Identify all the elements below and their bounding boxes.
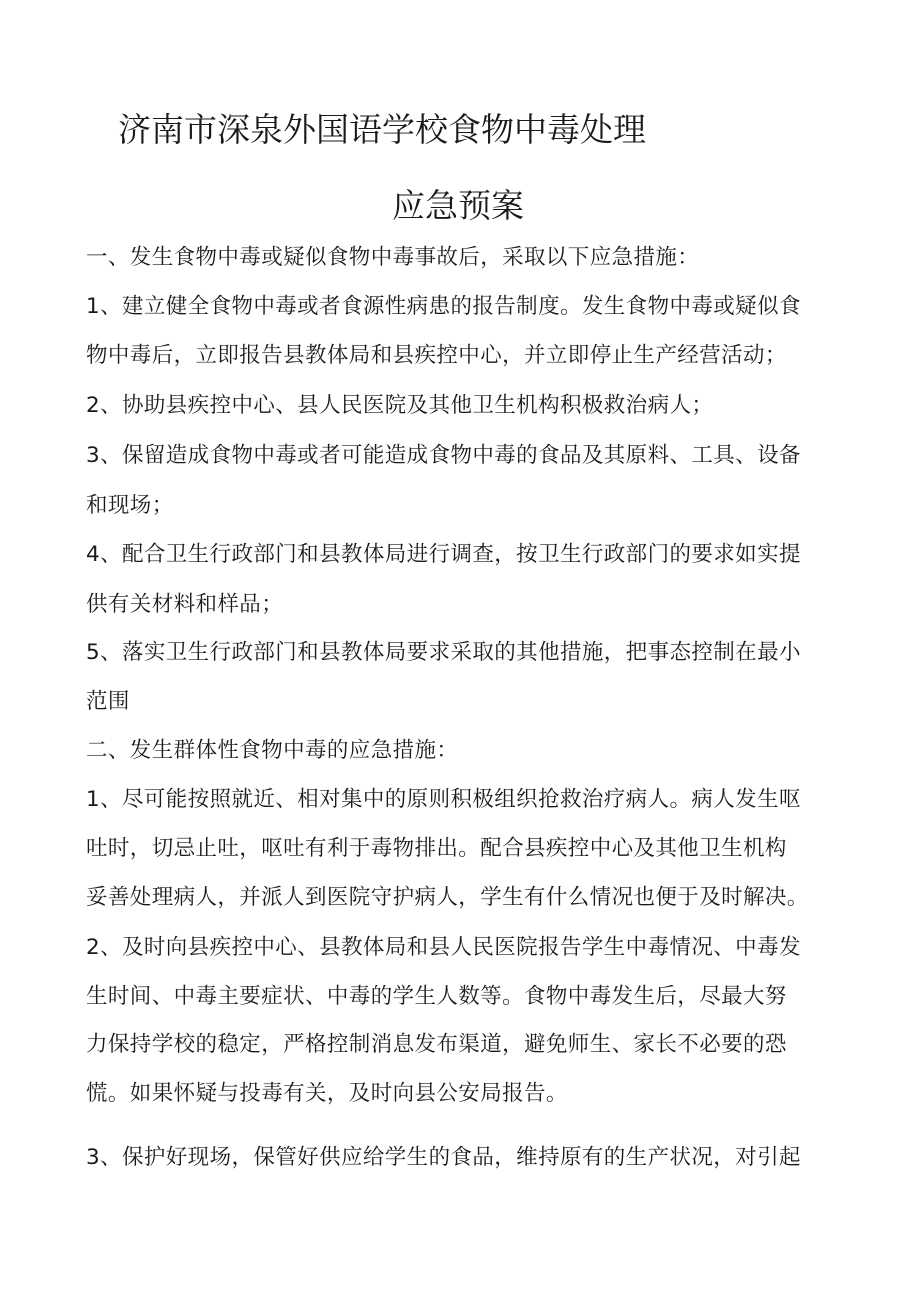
paragraph-line: 物中毒后，立即报告县教体局和县疾控中心，并立即停止生产经营活动； bbox=[86, 343, 787, 368]
paragraph-line: 范围 bbox=[86, 689, 130, 714]
paragraph-line: 供有关材料和样品； bbox=[86, 592, 284, 617]
paragraph-line: 吐时，切忌止吐，呕吐有利于毒物排出。配合县疾控中心及其他卫生机构 bbox=[86, 836, 787, 861]
paragraph-line: 2、协助县疾控中心、县人民医院及其他卫生机构积极救治病人； bbox=[86, 393, 714, 418]
section-heading-1: 一、发生食物中毒或疑似食物中毒事故后，采取以下应急措施： bbox=[86, 245, 700, 270]
paragraph-line: 力保持学校的稳定，严格控制消息发布渠道，避免师生、家长不必要的恐 bbox=[86, 1032, 787, 1057]
paragraph-line: 5、落实卫生行政部门和县教体局要求采取的其他措施，把事态控制在最小 bbox=[86, 640, 801, 665]
paragraph-line: 3、保留造成食物中毒或者可能造成食物中毒的食品及其原料、工具、设备 bbox=[86, 443, 801, 468]
paragraph-line: 生时间、中毒主要症状、中毒的学生人数等。食物中毒发生后，尽最大努 bbox=[86, 984, 787, 1009]
paragraph-line: 4、配合卫生行政部门和县教体局进行调查，按卫生行政部门的要求如实提 bbox=[86, 542, 801, 567]
paragraph-line: 1、尽可能按照就近、相对集中的原则积极组织抢救治疗病人。病人发生呕 bbox=[86, 787, 801, 812]
document-title-line-1: 济南市深泉外国语学校食物中毒处理 bbox=[118, 110, 646, 149]
paragraph-line: 慌。如果怀疑与投毒有关，及时向县公安局报告。 bbox=[86, 1081, 568, 1106]
paragraph-line: 妥善处理病人，并派人到医院守护病人，学生有什么情况也便于及时解决。 bbox=[86, 885, 809, 910]
paragraph-line: 和现场； bbox=[86, 493, 174, 518]
section-heading-2: 二、发生群体性食物中毒的应急措施： bbox=[86, 738, 459, 763]
paragraph-line: 1、建立健全食物中毒或者食源性病患的报告制度。发生食物中毒或疑似食 bbox=[86, 294, 801, 319]
paragraph-line: 2、及时向县疾控中心、县教体局和县人民医院报告学生中毒情况、中毒发 bbox=[86, 935, 801, 960]
paragraph-line: 3、保护好现场，保管好供应给学生的食品，维持原有的生产状况，对引起 bbox=[86, 1145, 801, 1170]
document-title-line-2: 应急预案 bbox=[392, 186, 524, 225]
